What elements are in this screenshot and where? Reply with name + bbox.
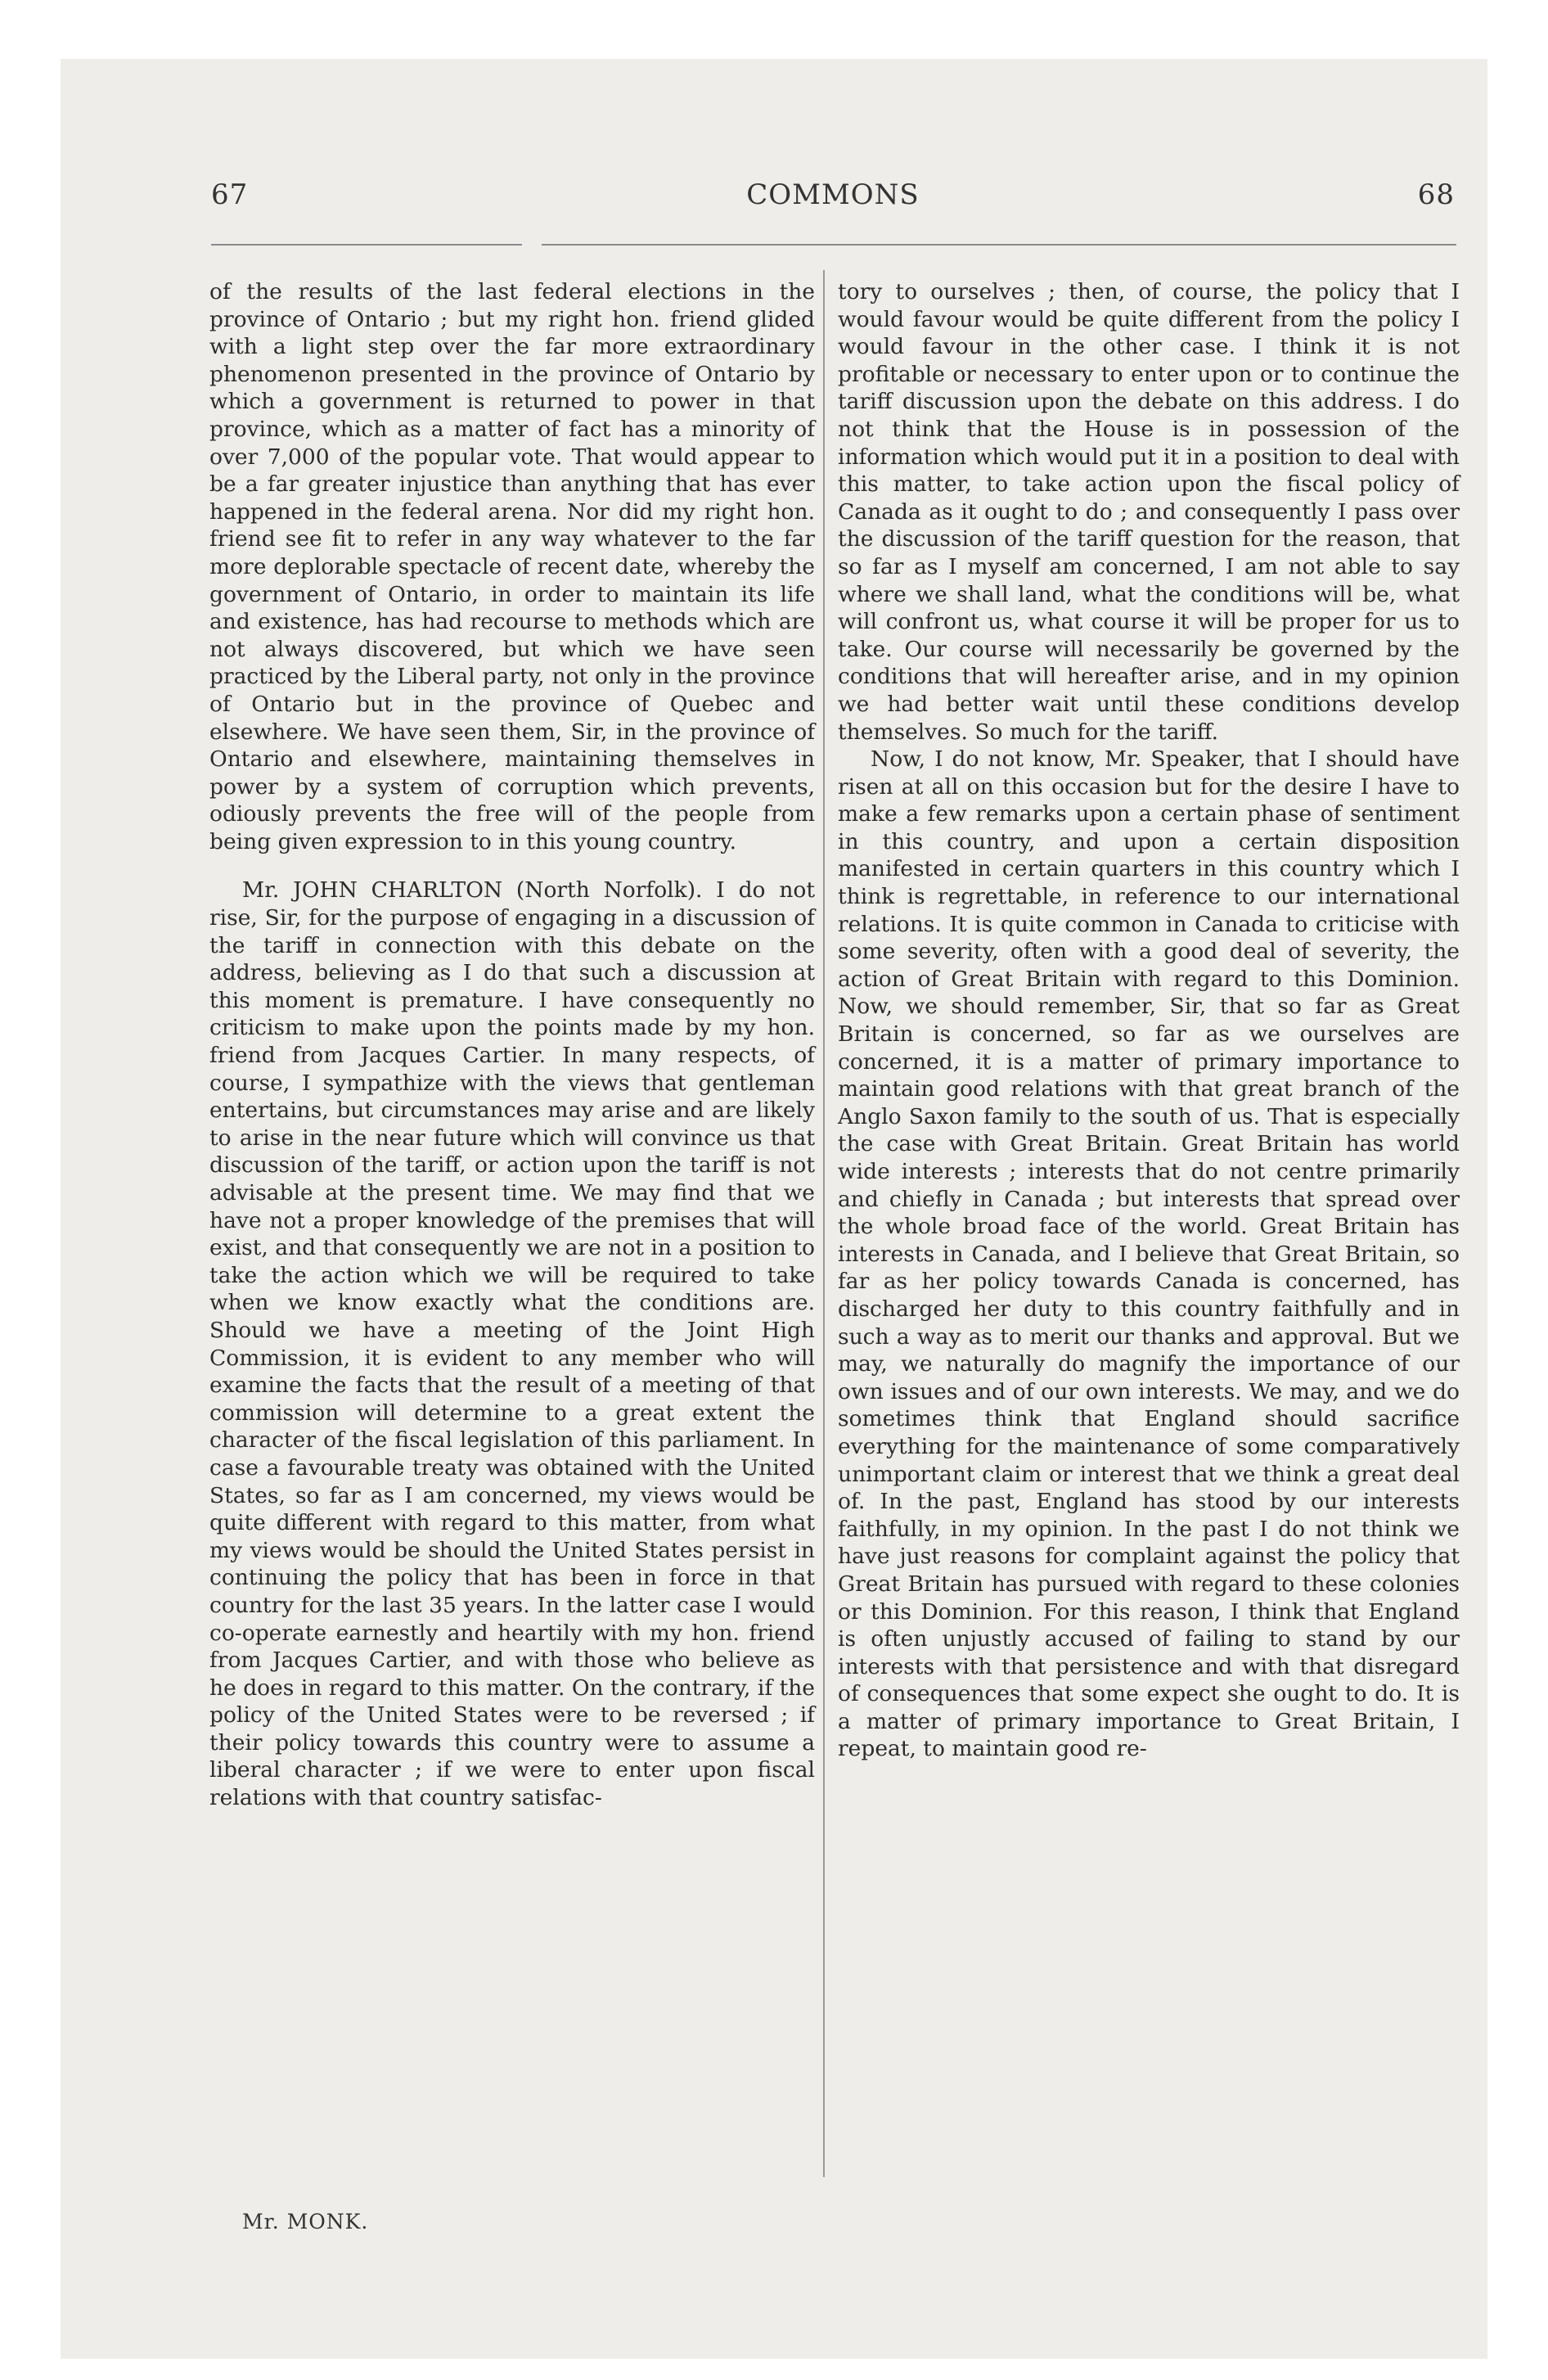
header-rule-right xyxy=(542,244,1456,246)
header-rule-left xyxy=(211,244,522,246)
paragraph: tory to ourselves ; then, of course, the policy that I would favour would be quite different from the policy I would favour in the other case. I think it is not profitable or necessary to enter upon or to continue the tariff discussion upon the debate on this address. I do not think that the House is in possession of the information which would put it in a position to deal with this matter, to take action upon the fiscal policy of Canada as it ought to do ; and consequently I pass over the discussion of the tariff question for the reason, that so far as I myself am concerned, I am not able to say where we shall land, what the conditions will be, what will confront us, what course it will be proper for us to take. Our course will necessarily be governed by the conditions that will hereafter arise, and in my opinion we had better wait until these conditions develop themselves. So much for the tariff. xyxy=(838,279,1460,745)
left-column xyxy=(209,278,815,1812)
paragraph: Mr. JOHN CHARLTON (North Norfolk). I do not rise, Sir, for the purpose of engaging in a discussion of the tariff in connection with this debate on the address, believing as I do that such a discussion at this moment is premature. I have consequently no criticism to make upon the points made by my hon. friend from Jacques Cartier. In many respects, of course, I sympathize with the views that gentleman entertains, but circumstances may arise and are likely to arise in the near future which will convince us that discussion of the tariff, or action upon the tariff is not advisable at the present time. We may find that we have not a proper knowledge of the premises that will exist, and that consequently we are not in a position to take the action which we will be required to take when we know exactly what the conditions are. Should we have a meeting of the Joint High Commission, it is evident to any member who will examine the facts that the result of a meeting of that commission will determine to a great extent the character of the fiscal legislation of this parliament. In case a favourable treaty was obtained with the United States, so far as I am concerned, my views would be quite different with regard to this matter, from what my views would be should the United States persist in continuing the policy that has been in force in that country for the last 35 years. In the latter case I would co-operate earnestly and heartily with my hon. friend from Jacques Cartier, and with those who believe as he does in regard to this matter. On the contrary, if the policy of the United States were to be reversed ; if their policy towards this country were to assume a liberal character ; if we were to enter upon fiscal relations with that country satisfac- xyxy=(209,877,815,1811)
right-page-number: 68 xyxy=(1417,178,1455,211)
paragraph: of the results of the last federal elections in the province of Ontario ; but my right hon. friend glided with a light step over the far more extraordinary phenomenon presented in the province of Ontario by which a government is returned to power in that province, which as a matter of fact has a minority of over 7,000 of the popular vote. That would appear to be a far greater injustice than anything that has ever happened in the federal arena. Nor did my right hon. friend see fit to refer in any way whatever to the far more deplorable spectacle of recent date, whereby the government of Ontario, in order to maintain its life and existence, has had recourse to methods which are not always discovered, but which we have seen practiced by the Liberal party, not only in the province of Ontario but in the province of Quebec and elsewhere. We have seen them, Sir, in the province of Ontario and elsewhere, maintaining themselves in power by a system of corruption which prevents, odiously prevents the free will of the people from being given expression to in this young country. xyxy=(209,279,815,854)
footer-speaker: Mr. MONK. xyxy=(242,2210,369,2234)
column-divider xyxy=(823,270,825,2177)
page-title: COMMONS xyxy=(746,178,920,211)
running-head xyxy=(211,178,1455,221)
right-column xyxy=(838,278,1460,1763)
left-page-number: 67 xyxy=(211,178,249,211)
paragraph: Now, I do not know, Mr. Speaker, that I should have risen at all on this occasion but for the desire I have to make a few remarks upon a certain phase of sentiment in this country, and upon a certain disposition manifested in certain quarters in this country which I think is regrettable, in reference to our international relations. It is quite common in Canada to criticise with some severity, often with a good deal of severity, the action of Great Britain with regard to this Dominion. Now, we should remember, Sir, that so far as Great Britain is concerned, so far as we ourselves are concerned, it is a matter of primary importance to maintain good relations with that great branch of the Anglo Saxon family to the south of us. That is especially the case with Great Britain. Great Britain has world wide interests ; interests that do not centre primarily and chiefly in Canada ; but interests that spread over the whole broad face of the world. Great Britain has interests in Canada, and I believe that Great Britain, so far as her policy towards Canada is concerned, has discharged her duty to this country faithfully and in such a way as to merit our thanks and approval. But we may, we naturally do magnify the importance of our own issues and of our own interests. We may, and we do sometimes think that England should sacrifice everything for the maintenance of some comparatively unimportant claim or interest that we think a great deal of. In the past, England has stood by our interests faithfully, in my opinion. In the past I do not think we have just reasons for complaint against the policy that Great Britain has pursued with regard to these colonies or this Dominion. For this reason, I think that England is often unjustly accused of failing to stand by our interests with that persistence and with that disregard of consequences that some expect she ought to do. It is a matter of primary importance to Great Britain, I repeat, to maintain good re- xyxy=(838,746,1460,1762)
